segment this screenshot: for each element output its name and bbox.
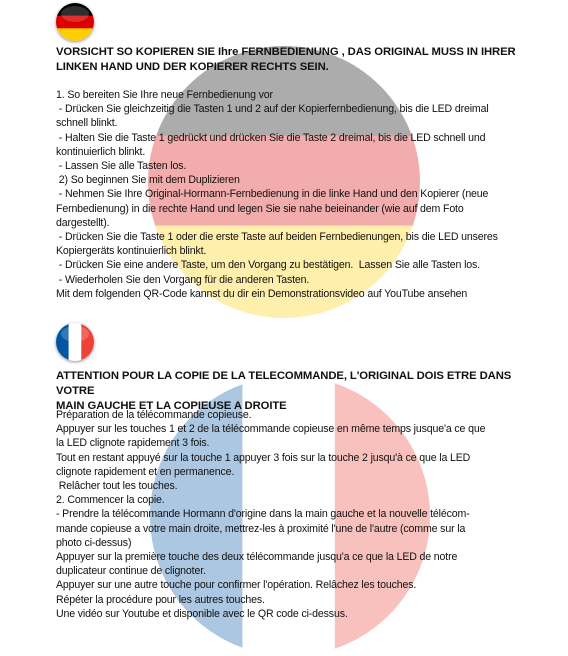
instruction-line: Répéter la procédure pour les autres touches.: [56, 593, 265, 606]
german-heading: [56, 45, 526, 75]
instruction-line: Kopiergeräts kontinuierlich blinkt.: [56, 245, 207, 258]
instruction-line: - Wiederholen Sie den Vorgang für die anderen Tasten.: [56, 273, 310, 286]
instruction-line: kontinuierlich blinkt.: [56, 145, 146, 158]
instruction-line: - Prendre la télécommande Hormann d'origine dans la main gauche et la nouvelle télécom-: [56, 508, 470, 521]
instruction-line: - Drücken Sie eine andere Taste, um den Vorgang zu bestätigen. Lassen Sie alle Tasten los.: [56, 259, 480, 272]
german-heading-line: VORSICHT SO KOPIEREN SIE Ihre FERNBEDIENUNG , DAS ORIGINAL MUSS IN IHRER: [56, 46, 516, 58]
instruction-line: 1. So bereiten Sie Ihre neue Fernbedienung vor: [56, 89, 273, 101]
french-flag-icon: [56, 323, 94, 361]
instruction-line: Tout en restant appuyé sur la touche 1 appuyer 3 fois sur la touche 2 jusqu'à ce que la LED: [56, 451, 471, 464]
french-heading-line: MAIN GAUCHE ET LA COPIEUSE A DROITE: [56, 400, 287, 412]
french-heading-line: ATTENTION POUR LA COPIE DE LA TELECOMMANDE, L'ORIGINAL DOIS ETRE DANS VOTRE: [56, 370, 512, 397]
instruction-line: Préparation de la télécommande copieuse.: [56, 409, 252, 421]
instruction-line: 2. Commencer la copie.: [56, 494, 165, 507]
instruction-line: Mit dem folgenden QR-Code kannst du dir ein Demonstrationsvideo auf YouTube ansehen: [56, 287, 468, 300]
instruction-line: Appuyer sur la première touche des deux télécommande jusqu'a ce que la LED de notre: [56, 551, 458, 564]
instruction-line: photo ci-dessus): [56, 536, 132, 549]
french-instructions: [56, 408, 526, 621]
instruction-line: - Drücken Sie die Taste 1 oder die erste Taste auf beiden Fernbedienungen, bis die LED unseres: [56, 231, 498, 244]
instruction-line: Relâcher tout les touches.: [56, 480, 178, 493]
instruction-line: mande copieuse a votre main droite, mettrez-les à proximité l'une de l'autre (comme sur la: [56, 522, 466, 535]
instruction-line: Fernbedienung) in die rechte Hand und legen Sie sie nahe beieinander (wie auf dem Foto: [56, 202, 464, 215]
instruction-line: - Lassen Sie alle Tasten los.: [56, 160, 187, 173]
instruction-line: la LED clignote rapidement 3 fois.: [56, 437, 210, 450]
german-heading-line: LINKEN HAND UND DER KOPIERER RECHTS SEIN.: [56, 61, 329, 73]
german-flag-icon: [56, 3, 94, 41]
instruction-line: dargestellt).: [56, 216, 110, 229]
instruction-line: schnell blinkt.: [56, 117, 118, 130]
french-section: [0, 320, 568, 649]
instruction-line: - Halten Sie die Taste 1 gedrückt und drücken Sie die Taste 2 dreimal, bis die LED schnell und: [56, 131, 486, 144]
instruction-line: 2) So beginnen Sie mit dem Duplizieren: [56, 174, 240, 187]
instruction-line: Une vidéo sur Youtube et disponible avec le QR code ci-dessus.: [56, 607, 348, 620]
instruction-line: Appuyer sur les touches 1 et 2 de la télécommande copieuse en même temps jusque'a ce que: [56, 423, 486, 436]
instruction-line: clignote rapidement et en permanence.: [56, 465, 235, 478]
instruction-line: - Drücken Sie gleichzeitig die Tasten 1 und 2 auf der Kopierfernbedienung, bis die LED dreimal: [56, 103, 489, 116]
instruction-line: duplicateur continue de clignoter.: [56, 565, 206, 578]
german-instructions: [56, 88, 526, 301]
instruction-line: - Nehmen Sie Ihre Original-Hormann-Fernbedienung in die linke Hand und den Kopierer (neue: [56, 188, 489, 201]
instruction-line: Appuyer sur une autre touche pour confirmer l'opération. Relâchez les touches.: [56, 579, 417, 592]
german-section: [0, 0, 568, 320]
